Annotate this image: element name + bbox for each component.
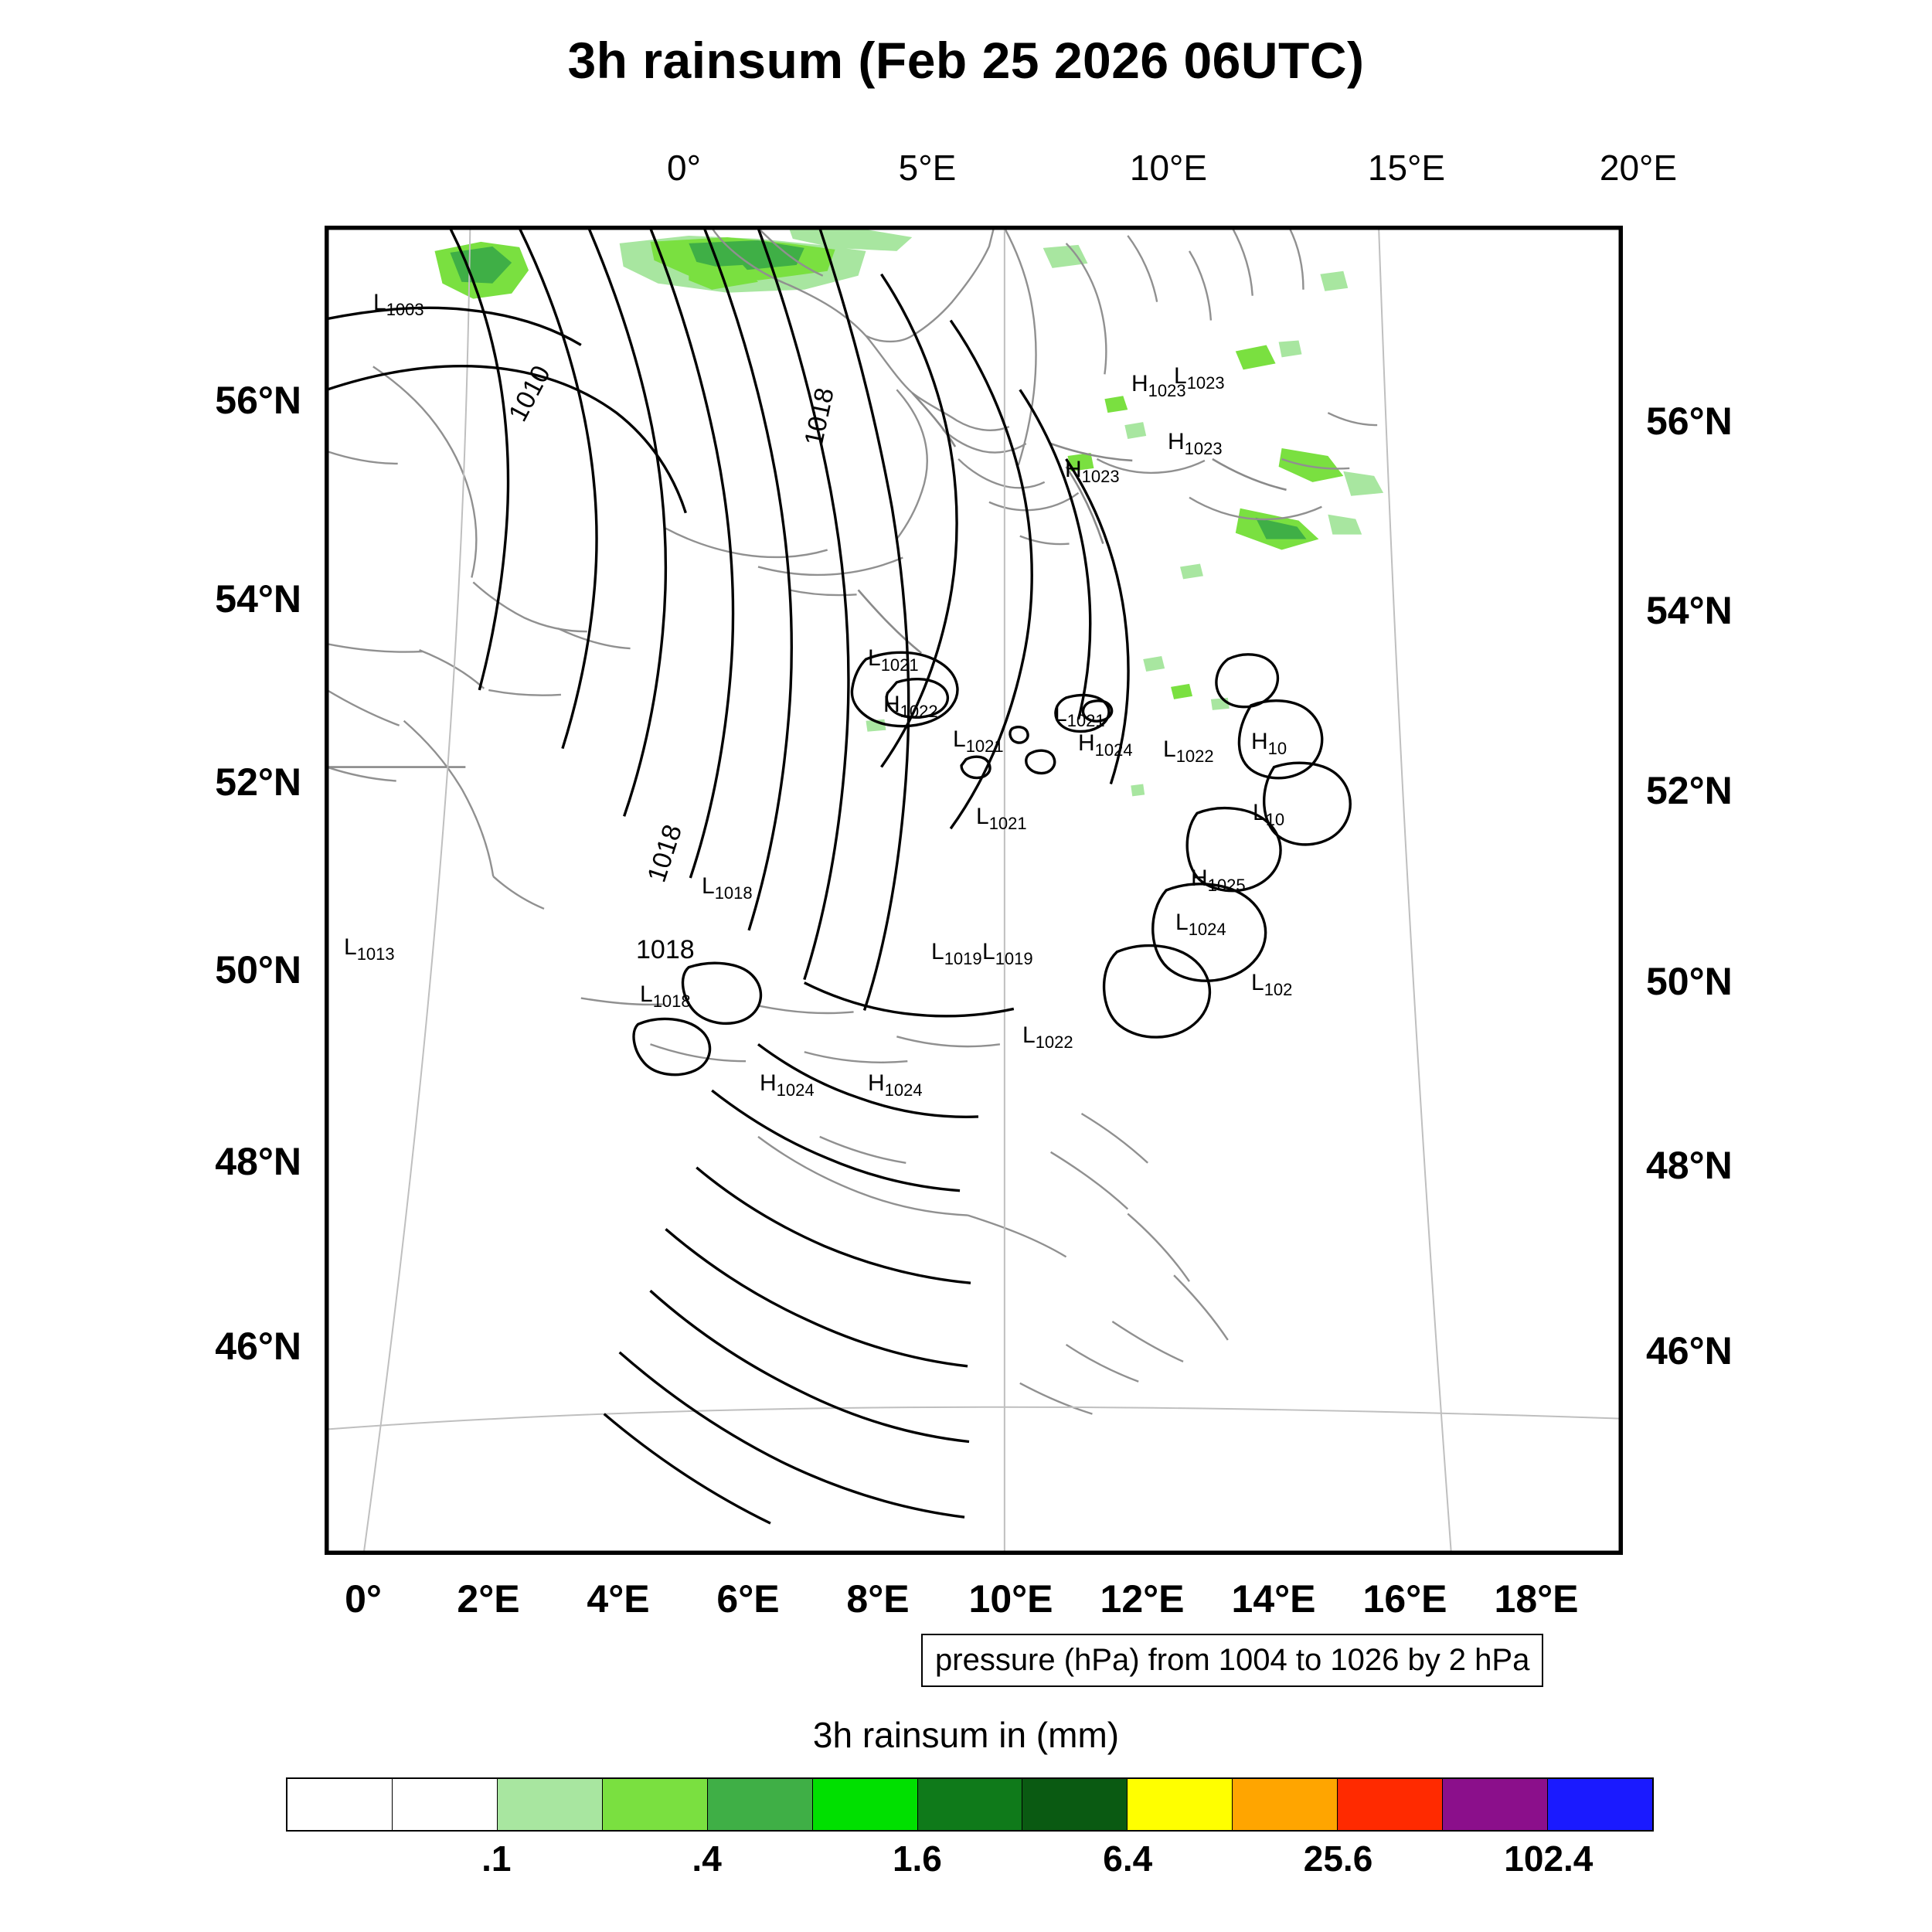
pressure-extremum-label-0: $L_{1003}$ [373, 290, 424, 319]
colorbar-cell-3 [603, 1779, 708, 1830]
map-graphic [327, 228, 1621, 1553]
top-lon-label-4: 20°E [1599, 148, 1678, 188]
bottom-lon-label-0: 0° [345, 1577, 382, 1621]
colorbar-tick-2: 1.6 [892, 1838, 942, 1879]
contour-value-label-2: 1018 [641, 821, 689, 886]
border-layer [327, 393, 1287, 767]
pressure-extremum-label-15: $L_{1018}$ [702, 873, 753, 903]
colorbar-cell-4 [708, 1779, 813, 1830]
bottom-lon-label-9: 18°E [1494, 1577, 1579, 1621]
colorbar-tick-3: 6.4 [1103, 1838, 1153, 1879]
pressure-extremum-label-1: $L_{1013}$ [344, 934, 395, 964]
map-panel[interactable] [325, 226, 1623, 1555]
colorbar-cell-11 [1443, 1779, 1548, 1830]
colorbar-cell-12 [1548, 1779, 1652, 1830]
bottom-lon-label-7: 14°E [1231, 1577, 1316, 1621]
left-lat-label-2: 52°N [215, 760, 301, 804]
colorbar-cell-0 [287, 1779, 393, 1830]
left-lat-label-3: 50°N [215, 948, 301, 992]
colorbar-cell-9 [1233, 1779, 1338, 1830]
pressure-extremum-label-8: $L_{1021}$ [1054, 701, 1105, 730]
pressure-extremum-label-16: $H_{1025}$ [1191, 866, 1246, 895]
pressure-extremum-label-5: $H_{1023}$ [1065, 457, 1120, 486]
coastline-layer [327, 228, 1377, 1414]
top-lon-label-1: 5°E [898, 148, 957, 188]
colorbar-cell-1 [393, 1779, 498, 1830]
left-lat-label-1: 54°N [215, 577, 301, 621]
pressure-extremum-label-22: $L_{1022}$ [1022, 1022, 1073, 1052]
page-title: 3h rainsum (Feb 25 2026 06UTC) [567, 32, 1365, 89]
colorbar-tick-4: 25.6 [1303, 1838, 1373, 1879]
bottom-lon-label-8: 16°E [1362, 1577, 1447, 1621]
colorbar-cell-6 [918, 1779, 1023, 1830]
bottom-lon-label-6: 12°E [1100, 1577, 1185, 1621]
contour-value-label-3: 1018 [636, 935, 695, 964]
colorbar-cell-10 [1338, 1779, 1443, 1830]
pressure-extremum-label-9: $L_{1021}$ [953, 726, 1004, 756]
right-lat-label-3: 50°N [1646, 960, 1733, 1003]
left-lat-label-0: 56°N [215, 379, 301, 422]
bottom-lon-label-5: 10°E [968, 1577, 1053, 1621]
pressure-interval-note: pressure (hPa) from 1004 to 1026 by 2 hPa [921, 1634, 1543, 1687]
colorbar-cell-2 [498, 1779, 603, 1830]
bottom-lon-label-3: 6°E [716, 1577, 780, 1621]
pressure-extremum-label-23: $H_{1024}$ [760, 1070, 815, 1100]
pressure-extremum-label-24: $H_{1024}$ [868, 1070, 923, 1100]
pressure-extremum-label-17: $L_{1024}$ [1175, 910, 1226, 939]
pressure-extremum-label-2: $H_{1023}$ [1131, 371, 1186, 400]
contour-value-label-0: 1010 [502, 360, 556, 427]
colorbar-tick-0: .1 [481, 1838, 512, 1879]
right-lat-label-5: 46°N [1646, 1329, 1733, 1372]
pressure-extremum-label-21: $L_{102}$ [1251, 970, 1293, 999]
bottom-lon-label-1: 2°E [457, 1577, 520, 1621]
colorbar-cell-8 [1128, 1779, 1233, 1830]
colorbar[interactable] [286, 1777, 1654, 1832]
contour-value-label-1: 1018 [798, 385, 840, 449]
left-lat-label-5: 46°N [215, 1325, 301, 1368]
right-lat-label-1: 54°N [1646, 589, 1733, 632]
pressure-extremum-label-19: $L_{1019}$ [982, 939, 1033, 968]
colorbar-tick-1: .4 [692, 1838, 722, 1879]
graticule [327, 228, 1621, 1553]
colorbar-cell-7 [1022, 1779, 1128, 1830]
top-lon-label-3: 15°E [1367, 148, 1446, 188]
top-lon-label-0: 0° [667, 148, 701, 188]
top-lon-label-2: 10°E [1129, 148, 1208, 188]
pressure-extremum-label-3: $L_{1023}$ [1174, 363, 1225, 393]
pressure-extremum-label-10: $H_{1024}$ [1078, 730, 1133, 760]
pressure-extremum-label-4: $H_{1023}$ [1168, 429, 1223, 458]
pressure-extremum-label-7: $H_{1022}$ [883, 692, 938, 721]
bottom-lon-label-4: 8°E [846, 1577, 910, 1621]
colorbar-tick-labels [286, 1838, 1654, 1884]
colorbar-tick-5: 102.4 [1504, 1838, 1594, 1879]
colorbar-cell-5 [813, 1779, 918, 1830]
pressure-extremum-label-11: $L_{1022}$ [1163, 736, 1214, 766]
pressure-extremum-label-12: $H_{10}$ [1251, 729, 1287, 758]
pressure-extremum-label-20: $L_{1018}$ [640, 981, 691, 1011]
bottom-lon-label-2: 4°E [587, 1577, 650, 1621]
pressure-extremum-label-18: $L_{1019}$ [931, 939, 982, 968]
right-lat-label-2: 52°N [1646, 769, 1733, 812]
pressure-extremum-label-13: $L_{1021}$ [976, 804, 1027, 833]
colorbar-title: 3h rainsum in (mm) [812, 1715, 1120, 1755]
right-lat-label-4: 48°N [1646, 1144, 1733, 1187]
right-lat-label-0: 56°N [1646, 400, 1733, 443]
left-lat-label-4: 48°N [215, 1140, 301, 1183]
pressure-extremum-label-14: $L_{10}$ [1253, 800, 1285, 829]
pressure-extremum-label-6: $L_{1021}$ [868, 645, 919, 675]
